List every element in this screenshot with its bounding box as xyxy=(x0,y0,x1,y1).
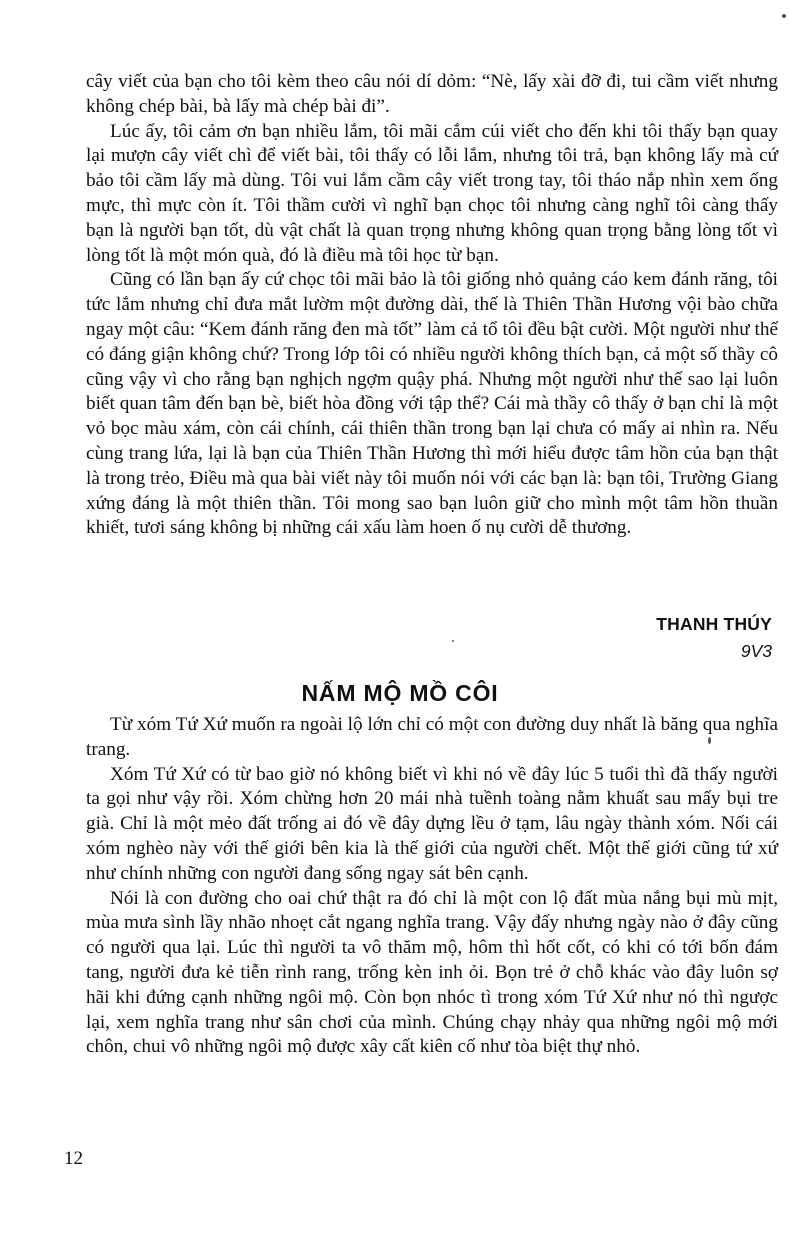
paragraph: Nói là con đường cho oai chứ thật ra đó chỉ là một con lộ đất mùa nắng bụi mù mịt, mùa mưa sình lầy nhão nhoẹt cắt ngang nghĩa trang. Vậy đấy nhưng ngày nào ở đây cũng có người qua lại. Lúc thì người ta vô thăm mộ, hôm thì hốt cốt, có khi có tới bốn đám tang, người đưa kẻ tiễn rình rang, trống kèn inh ỏi. Bọn trẻ ở chỗ khác vào đây luôn sợ hãi khi đứng cạnh những ngôi mộ. Còn bọn nhóc tì trong xóm Tứ Xứ như nó thì ngược lại, xem nghĩa trang như sân chơi của mình. Chúng chạy nhảy qua những ngôi mộ mới chôn, chui vô những ngôi mộ được xây cất kiên cố như tòa biệt thự nhỏ. xyxy=(86,887,778,1058)
author-name: THANH THÚY xyxy=(656,614,772,634)
scan-speck xyxy=(708,737,711,744)
story-body xyxy=(86,713,778,1060)
paragraph: Từ xóm Tứ Xứ muốn ra ngoài lộ lớn chỉ có một con đường duy nhất là băng qua nghĩa trang. xyxy=(86,714,778,760)
paragraph: Lúc ấy, tôi cảm ơn bạn nhiều lắm, tôi mãi cắm cúi viết cho đến khi tôi thấy bạn quay lại mượn cây viết chì để viết bài, tôi thấy có lỗi lắm, nhưng tôi trả, bạn không lấy mà cứ bảo tôi cầm lấy mà dùng. Tôi vui lắm cầm cây viết trong tay, tôi tháo nắp nhìn xem ống mực, thì mực còn ít. Tôi thầm cười vì nghĩ bạn chọc tôi nhưng càng nghĩ tôi càng thấy bạn là người bạn tốt, dù vật chất là quan trọng nhưng không quan trọng bằng lòng tốt vì lòng tốt là một món quà, đó là điều mà tôi học từ bạn. xyxy=(86,120,778,266)
previous-story-continuation xyxy=(86,70,778,541)
story-title: NẤM MỘ MỒ CÔI xyxy=(301,680,499,706)
scan-speck xyxy=(452,640,454,642)
page-number: 12 xyxy=(64,1148,83,1169)
author-class: 9V3 xyxy=(740,641,772,661)
paragraph: cây viết của bạn cho tôi kèm theo câu nói dí dỏm: “Nè, lấy xài đỡ đi, tui cầm viết nhưng không chép bài, bà lấy mà chép bài đi”. xyxy=(86,71,778,117)
paragraph: Cũng có lần bạn ấy cứ chọc tôi mãi bảo là tôi giống nhỏ quảng cáo kem đánh răng, tôi tức lắm nhưng chỉ đưa mắt lườm một đường dài, thế là Thiên Thần Hương vội bào chữa ngay một câu: “Kem đánh răng đen mà tốt” làm cả tổ tôi đều bật cười. Một người như thế có đáng giận không chứ? Trong lớp tôi có nhiều người không thích bạn, cả một số thầy cô cũng vậy vì cho rằng bạn nghịch ngợm quậy phá. Nhưng một người như thế sao lại luôn biết quan tâm đến bạn bè, biết hòa đồng với tập thể? Cái mà thầy cô thấy ở bạn chỉ là một vỏ bọc màu xám, còn cái chính, cái thiên thần trong bạn lại chưa có mấy ai nhìn ra. Nếu cùng trang lứa, lại là bạn của Thiên Thần Hương thì mới hiểu được tâm hồn của bạn thật là trong trẻo, Điều mà qua bài viết này tôi muốn nói với các bạn là: bạn tôi, Trường Giang xứng đáng là một thiên thần. Tôi mong sao bạn luôn giữ cho mình một tâm hồn thuần khiết, tươi sáng không bị những cái xấu làm hoen ố nụ cười dễ thương. xyxy=(86,269,778,539)
paragraph: Xóm Tứ Xứ có từ bao giờ nó không biết vì khi nó về đây lúc 5 tuổi thì đã thấy người ta gọi như vậy rồi. Xóm chừng hơn 20 mái nhà tuềnh toàng nằm khuất sau mấy bụi tre già. Chỉ là một mẻo đất trống ai đó về đây dựng lều ở tạm, lâu ngày thành xóm. Nối cái xóm nghèo này với thế giới bên kia là thế giới của người chết. Một thế giới cũng tứ xứ như chính những con người đang sống ngay sát bên cạnh. xyxy=(86,763,778,884)
author-signature xyxy=(656,614,772,662)
scan-speck xyxy=(782,14,786,18)
